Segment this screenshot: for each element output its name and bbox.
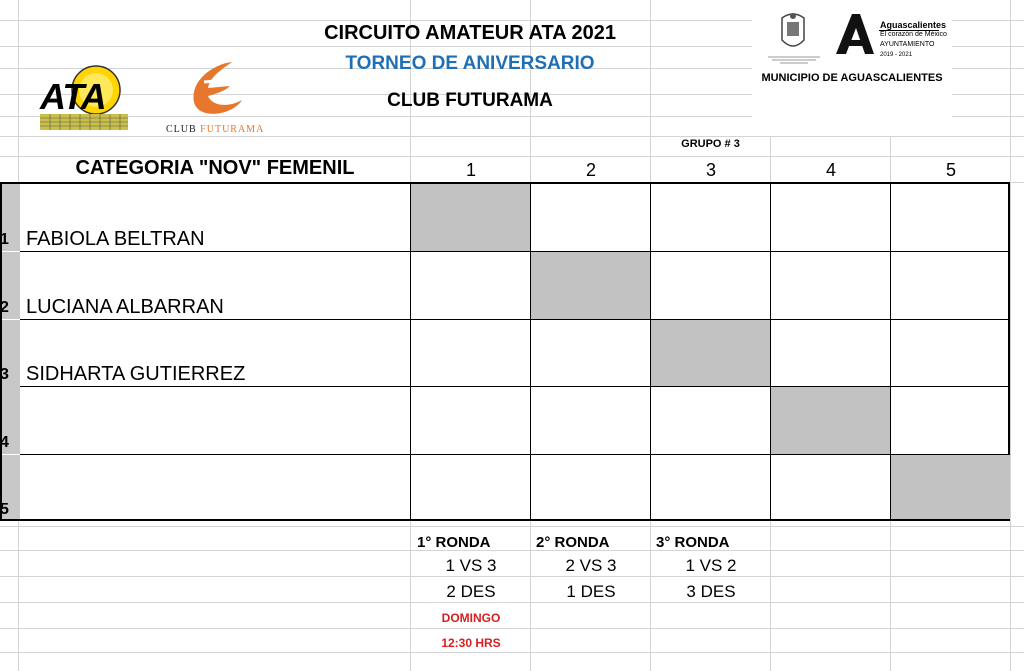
score-cell[interactable] (771, 455, 891, 519)
futurama-logo (180, 58, 250, 120)
diagonal-cell (651, 320, 771, 387)
row-number: 4 (0, 434, 9, 451)
row-number: 3 (0, 366, 9, 383)
score-cell[interactable] (771, 184, 891, 252)
category-title: CATEGORIA "NOV" FEMENIL (75, 157, 355, 179)
aguascalientes-brand (880, 20, 947, 60)
futurama-logo-text (166, 124, 264, 135)
round-1-label: 1° RONDA (417, 534, 491, 551)
diagonal-cell (411, 184, 531, 252)
column-header-5: 5 (945, 160, 956, 180)
score-cell[interactable] (411, 320, 531, 387)
player-name: LUCIANA ALBARRAN (26, 296, 224, 318)
tournament-title: CIRCUITO AMATEUR ATA 2021 (324, 22, 616, 44)
row-number: 2 (0, 299, 9, 316)
brand-tagline: El corazón de México (880, 31, 947, 38)
column-header-3: 3 (705, 160, 716, 180)
column-header-4: 4 (825, 160, 836, 180)
score-cell[interactable] (651, 252, 771, 320)
diagonal-cell (891, 455, 1010, 519)
brand-underline (879, 30, 939, 31)
tournament-subtitle: TORNEO DE ANIVERSARIO (345, 53, 595, 74)
score-cell[interactable] (531, 455, 651, 519)
gridline-horizontal (0, 652, 1024, 653)
schedule-day: DOMINGO (441, 611, 501, 625)
municipio-label: MUNICIPIO DE AGUASCALIENTES (761, 72, 943, 84)
round-2-bye: 1 DES (566, 582, 616, 601)
round-2-label: 2° RONDA (536, 534, 610, 551)
score-cell[interactable] (531, 184, 651, 252)
score-cell[interactable] (411, 455, 531, 519)
score-cell[interactable] (651, 387, 771, 455)
aguascalientes-a-icon (834, 12, 876, 56)
player-cell[interactable] (20, 455, 411, 519)
ata-logo-text: ATA (40, 76, 106, 117)
score-cell[interactable] (651, 455, 771, 519)
gridline-horizontal (0, 526, 1024, 527)
futurama-word-futurama: FUTURAMA (200, 124, 265, 135)
brand-entity: AYUNTAMIENTO (880, 41, 935, 48)
seal-caption-lines (764, 55, 824, 65)
gridline-horizontal (0, 628, 1024, 629)
brand-years: 2019 - 2021 (880, 52, 913, 58)
score-cell[interactable] (411, 252, 531, 320)
round-1-match: 1 VS 3 (445, 556, 497, 575)
player-cell[interactable] (20, 387, 411, 455)
group-label: GRUPO # 3 (681, 138, 740, 150)
diagonal-cell (531, 252, 651, 320)
round-3-bye: 3 DES (686, 582, 736, 601)
score-cell[interactable] (531, 387, 651, 455)
score-cell[interactable] (531, 320, 651, 387)
diagonal-cell (771, 387, 891, 455)
round-3-match: 1 VS 2 (685, 556, 737, 575)
player-name: FABIOLA BELTRAN (26, 228, 205, 250)
brand-name: Aguascalientes (880, 20, 947, 30)
club-name: CLUB FUTURAMA (387, 90, 553, 111)
municipal-seal-icon (778, 10, 808, 54)
column-header-1: 1 (465, 160, 476, 180)
round-3-label: 3° RONDA (656, 534, 730, 551)
score-cell[interactable] (411, 387, 531, 455)
round-1-bye: 2 DES (446, 582, 496, 601)
row-number: 5 (0, 501, 9, 518)
gridline-horizontal (0, 576, 1024, 577)
round-2-match: 2 VS 3 (565, 556, 617, 575)
player-name: SIDHARTA GUTIERREZ (26, 363, 246, 385)
gridline-horizontal (0, 136, 1024, 137)
futurama-word-club: CLUB (166, 124, 197, 135)
score-cell[interactable] (891, 320, 1010, 387)
schedule-time: 12:30 HRS (441, 636, 501, 650)
score-cell[interactable] (771, 320, 891, 387)
round-robin-table (0, 182, 1010, 521)
score-cell[interactable] (771, 252, 891, 320)
gridline-horizontal (0, 602, 1024, 603)
score-cell[interactable] (891, 184, 1010, 252)
column-header-2: 2 (585, 160, 596, 180)
row-number: 1 (0, 231, 9, 248)
score-cell[interactable] (891, 387, 1010, 455)
gridline-vertical (1010, 0, 1011, 671)
score-cell[interactable] (891, 252, 1010, 320)
score-cell[interactable] (651, 184, 771, 252)
